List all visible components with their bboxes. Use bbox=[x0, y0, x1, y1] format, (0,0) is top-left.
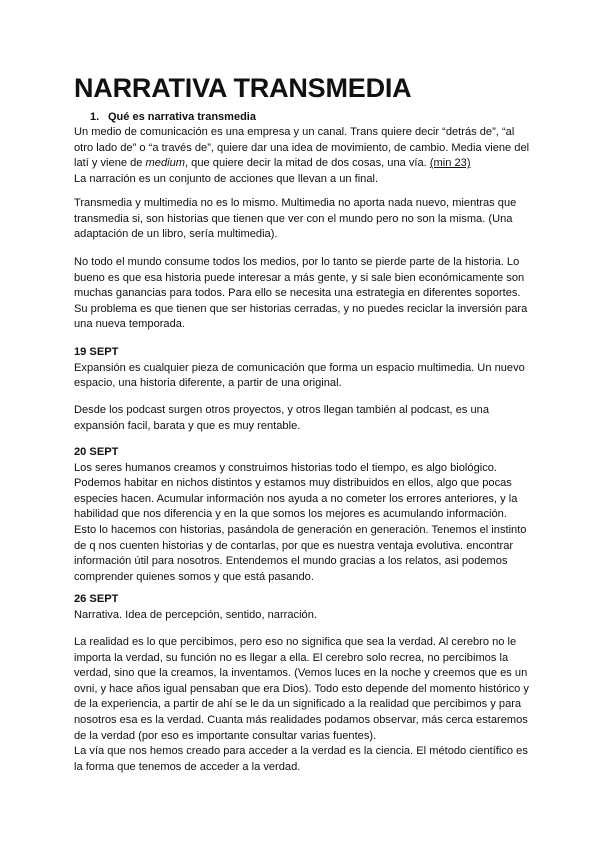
text-line: Expansión es cualquier pieza de comunicación que forma un espacio multimedia. Un nuevo bbox=[74, 361, 525, 374]
timestamp-link[interactable]: (min 23) bbox=[429, 157, 471, 170]
date-heading: 20 SEPT bbox=[74, 446, 119, 458]
text-line: Desde los podcast surgen otros proyectos, y otros llegan también al podcast, es una bbox=[74, 404, 490, 416]
text-line: Transmedia y multimedia no es lo mismo. Multimedia no aporta nada nuevo, mientras que bbox=[74, 197, 517, 209]
text-line: de la verdad (por eso es importante consultar varias fuentes). bbox=[74, 729, 377, 742]
text-line: una nueva temporada. bbox=[74, 318, 186, 331]
text-line: comprender quienes somos y que está pasando. bbox=[74, 570, 314, 583]
text-line: Podemos habitar en nichos distintos y estamos muy distribuidos en ellos, algo que pocas bbox=[74, 477, 512, 490]
text-line: de q nos cuenten historias y de contarlas, por que es nuestra ventaja evolutiva. encontrar bbox=[74, 539, 514, 552]
text-line: La narración es un conjunto de acciones que llevan a un final. bbox=[74, 172, 379, 185]
section-20-sept bbox=[74, 445, 534, 585]
text-line: No todo el mundo consume todos los medios, por lo tanto se pierde parte de la historia. Lo bbox=[74, 256, 520, 268]
paragraph-intro bbox=[74, 125, 534, 187]
date-heading: 19 SEPT bbox=[74, 346, 119, 358]
text-line: expansión facil, barata y que es muy rentable. bbox=[74, 419, 301, 432]
paragraph-consumption bbox=[74, 255, 534, 333]
text-line: Esto lo hacemos con historias, pasándola de generación en generación. Tenemos el instinto bbox=[74, 523, 527, 536]
text-line: Los seres humanos creamos y construimos historias todo el tiempo, es algo biológico. bbox=[74, 461, 498, 474]
text-line: nosotros esa es la verdad. Cuanta más realidades podamos observar, más cerca estaremos bbox=[74, 713, 528, 726]
text-fragment: , que quiere decir la mitad de dos cosas, una vía. bbox=[185, 157, 430, 170]
text-line: otro lado de” o “a través de”, quiere dar una idea de movimiento, de cambio. Media viene del bbox=[74, 141, 530, 154]
section-number: 1. bbox=[90, 111, 100, 123]
text-line: la forma que tenemos de acceder a la verdad. bbox=[74, 760, 301, 773]
text-line: transmedia si, son historias que tienen que ver con el mundo pero no son la misma. (Una bbox=[74, 212, 513, 225]
text-line: bueno es que esa historia puede interesar a más gente, y si sale bien económicamente son bbox=[74, 271, 525, 284]
text-line: importa la verdad, su función no es llegar a ella. El cerebro solo recrea, no percibimos la bbox=[74, 651, 509, 664]
text-line: habilidad que nos diferencia y en la que somos los mejores es acumulando información. bbox=[74, 508, 507, 521]
text-line bbox=[74, 156, 534, 172]
text-line: Su problema es que tienen que ser historias cerradas, y no puedes reciclar la inversión para bbox=[74, 302, 528, 315]
text-line: adaptación de un libro, sería multimedia). bbox=[74, 228, 278, 241]
text-line: espacio, una historia diferente, a partir de una original. bbox=[74, 377, 342, 390]
text-fragment: latí y viene de bbox=[74, 157, 146, 170]
text-line: de la experiencia, a partir de ahí se le da un significado a la realidad que percibimos y para bbox=[74, 698, 522, 711]
text-line: especies hacen. Acumular información nos ayuda a no cometer los errores anteriores, y la bbox=[74, 492, 518, 505]
text-line: verdad, sino que la creamos, la inventamos. (Vemos luces en la noche y creemos que es un bbox=[74, 667, 528, 680]
section-19-sept bbox=[74, 345, 534, 392]
text-line: información útil para nosotros. Entendemos el mundo gracias a los relatos, asi podemos bbox=[74, 555, 508, 568]
date-heading: 26 SEPT bbox=[74, 593, 119, 605]
italic-term: medium bbox=[145, 157, 186, 170]
paragraph-transmedia-vs-multimedia bbox=[74, 196, 534, 243]
text-line: Un medio de comunicación es una empresa y un canal. Trans quiere decir “detrás de”, “al bbox=[74, 126, 515, 138]
section-heading-text: Qué es narrativa transmedia bbox=[108, 111, 256, 123]
section-heading bbox=[90, 110, 256, 125]
section-26-sept bbox=[74, 592, 534, 623]
paragraph-podcast bbox=[74, 403, 534, 434]
text-line: muchas ganancias para todos. Para ello se necesita una estrategia en diferentes soportes. bbox=[74, 287, 521, 300]
paragraph-reality bbox=[74, 635, 534, 775]
text-line: La vía que nos hemos creado para acceder a la verdad es la ciencia. El método científico es bbox=[74, 745, 528, 758]
text-line: ovni, y hace años igual pensaban que era Dios). Todo esto depende del momento histórico y bbox=[74, 682, 529, 695]
text-line: Narrativa. Idea de percepción, sentido, narración. bbox=[74, 608, 317, 621]
document-title: NARRATIVA TRANSMEDIA bbox=[74, 73, 412, 103]
text-line: La realidad es lo que percibimos, pero eso no significa que sea la verdad. Al cerebro no le bbox=[74, 636, 517, 648]
